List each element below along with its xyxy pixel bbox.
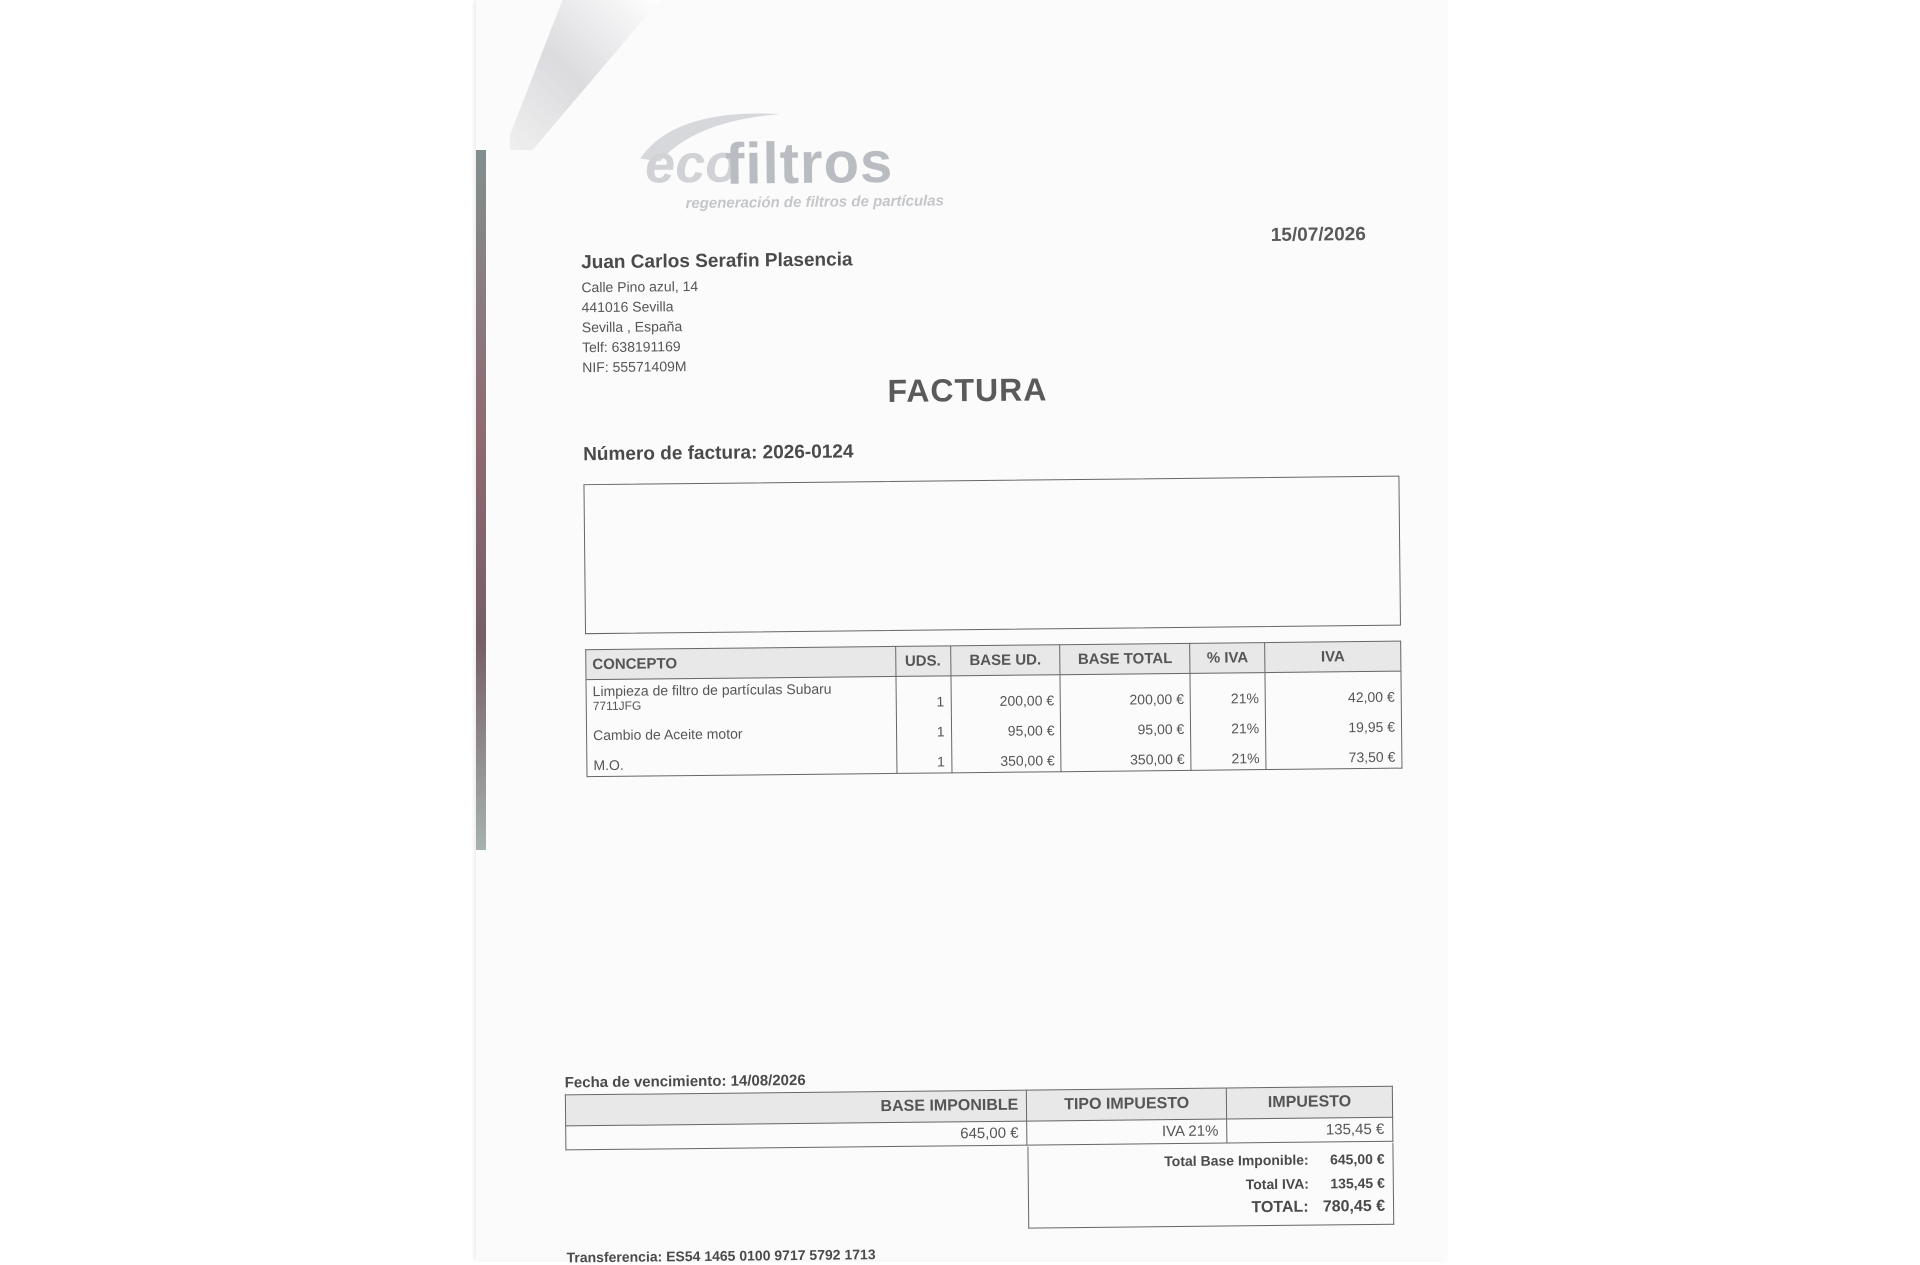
due-date: Fecha de vencimiento: 14/08/2026: [564, 1071, 806, 1092]
issuer-postal-city: 441016 Sevilla: [581, 298, 674, 316]
col-header-tipo-impuesto: TIPO IMPUESTO: [1027, 1088, 1227, 1121]
total-iva-row: [1037, 1171, 1385, 1199]
total-base-label: Total Base Imponible:: [1164, 1151, 1309, 1170]
item-concept-sub: 7711JFG: [592, 698, 642, 714]
item-iva: 73,50 €: [1266, 738, 1402, 770]
issuer-block: [581, 246, 854, 377]
total-base-value: 645,00 €: [1329, 1150, 1385, 1168]
logo-eco-text: eco: [644, 133, 739, 195]
total-base-row: [1036, 1147, 1384, 1175]
item-pct-iva: 21%: [1191, 709, 1266, 740]
item-concept-text: Cambio de Aceite motor: [592, 725, 743, 744]
summary-tipo-impuesto: IVA 21%: [1027, 1119, 1227, 1145]
logo-tagline: regeneración de filtros de partículas: [685, 192, 945, 213]
col-header-iva: IVA: [1265, 641, 1401, 672]
item-concept: [586, 713, 896, 746]
total-iva-value: 135,45 €: [1330, 1174, 1385, 1192]
col-header-concepto: CONCEPTO: [586, 646, 896, 679]
item-iva: 42,00 €: [1265, 671, 1401, 709]
item-concept-text: Limpieza de filtro de partículas Subaru: [592, 680, 832, 700]
grand-total-row: [1037, 1195, 1385, 1223]
tax-summary-table: [565, 1086, 1394, 1151]
issuer-address: Calle Pino azul, 14: [581, 277, 699, 296]
col-header-pct-iva: % IVA: [1190, 643, 1265, 674]
summary-base-imponible: 645,00 €: [566, 1121, 1028, 1150]
company-logo: [604, 100, 965, 214]
col-header-base-imponible: BASE IMPONIBLE: [565, 1090, 1027, 1126]
grand-total-label: TOTAL:: [1251, 1198, 1309, 1217]
items-table: [585, 641, 1402, 778]
item-base-total: 95,00 €: [1061, 710, 1191, 741]
item-concept: [586, 676, 896, 716]
item-pct-iva: 21%: [1191, 739, 1266, 770]
grand-total-value: 780,45 €: [1322, 1197, 1386, 1216]
bank-transfer: Transferencia: ES54 1465 0100 9717 5792 1713: [566, 1246, 876, 1265]
item-base-ud: 95,00 €: [951, 711, 1061, 742]
invoice-date: 15/07/2026: [1270, 223, 1366, 246]
total-iva-label: Total IVA:: [1245, 1175, 1310, 1193]
invoice-number: Número de factura: 2026-0124: [583, 441, 854, 466]
issuer-nif: NIF: 55571409M: [582, 358, 687, 376]
item-concept-text: M.O.: [593, 756, 624, 774]
item-base-ud: 350,00 €: [951, 741, 1061, 773]
logo-wordmark: filtros: [724, 129, 894, 197]
item-base-total: 200,00 €: [1060, 673, 1190, 711]
col-header-impuesto: IMPUESTO: [1226, 1086, 1392, 1119]
item-pct-iva: 21%: [1190, 673, 1265, 710]
item-base-ud: 200,00 €: [950, 675, 1060, 713]
item-uds: 1: [896, 712, 951, 743]
item-uds: 1: [896, 676, 951, 713]
col-header-uds: UDS.: [895, 646, 950, 677]
col-header-base-total: BASE TOTAL: [1060, 643, 1190, 674]
item-uds: 1: [896, 742, 951, 773]
client-box: [583, 476, 1401, 635]
invoice-content: [553, 0, 1416, 1264]
document-title: FACTURA: [887, 371, 1048, 410]
issuer-name: Juan Carlos Serafin Plasencia: [581, 249, 853, 274]
item-base-total: 350,00 €: [1061, 740, 1191, 772]
background-strip: [476, 150, 486, 850]
item-concept: [587, 743, 897, 777]
totals-box: [1027, 1143, 1394, 1229]
item-iva: 19,95 €: [1265, 708, 1401, 739]
issuer-phone: Telf: 638191169: [581, 338, 681, 356]
issuer-region: Sevilla , España: [581, 318, 683, 336]
col-header-base-ud: BASE UD.: [950, 645, 1060, 676]
summary-impuesto: 135,45 €: [1227, 1117, 1393, 1143]
